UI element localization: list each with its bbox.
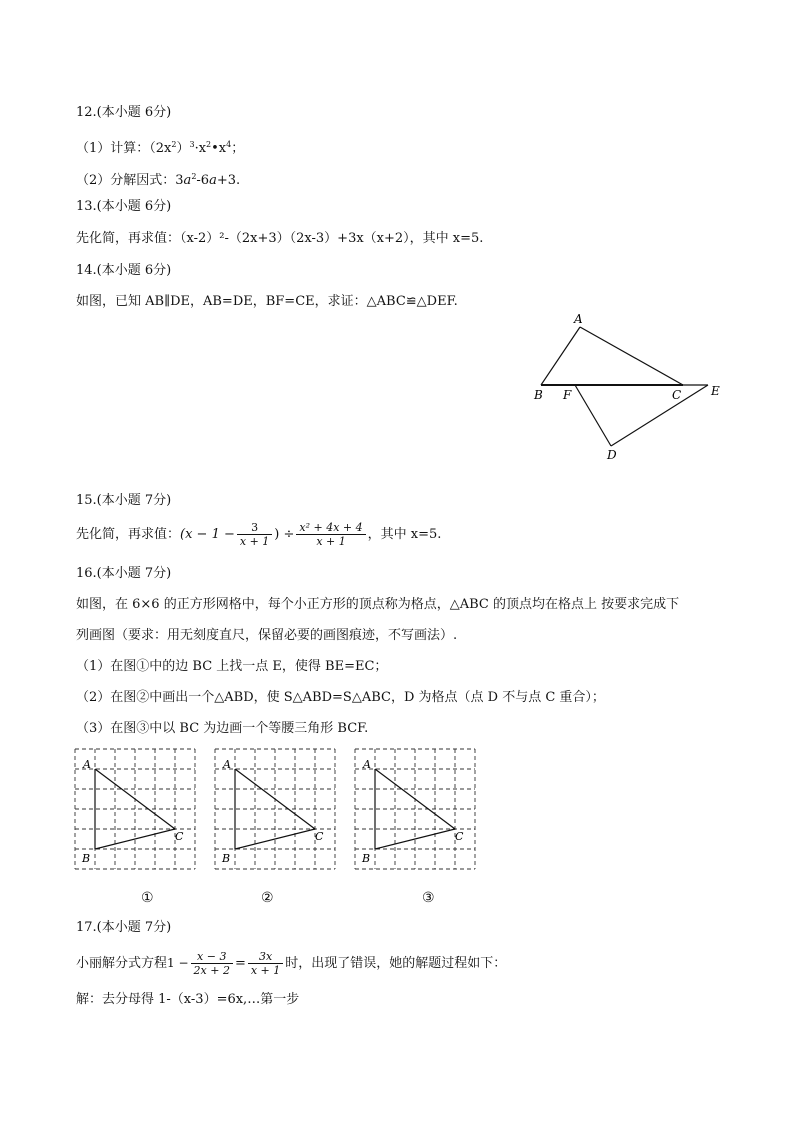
q16-intro-2: 列画图（要求：用无刻度直尺，保留必要的画图痕迹，不写画法）. — [76, 628, 458, 643]
q16-header: 16.(本小题 7分) — [76, 566, 172, 581]
q13-header: 13.(本小题 6分) — [76, 199, 172, 214]
grid-2-label-C: C — [315, 830, 324, 843]
q12-part1: （1）计算：$(2x^2)^3\cdot x^2•x^4$； — [76, 140, 245, 156]
label-C: C — [672, 388, 682, 402]
label-D: D — [607, 448, 617, 462]
q17-text: 小丽解分式方程1 − $\frac{x - 3}{2x + 2}$ = $\frac{3x}{x + 1}$ 时，出现了错误，她的解题过程如下： — [76, 950, 507, 977]
q16-item-2: （2）在图②中画出一个△ABD，使 S△ABD=S△ABC，D 为格点（点 D 不与点 C 重合）； — [76, 690, 605, 705]
q17-solution: 解：去分母得 1-（x-3）=6x,…第一步 — [76, 992, 300, 1007]
label-F: F — [563, 388, 572, 402]
q14-header: 14.(本小题 6分) — [76, 263, 172, 278]
grid-3-label-B: B — [362, 852, 371, 865]
q16-grid-3 — [354, 748, 476, 870]
q16-caption-1: ① — [141, 890, 154, 906]
grid-3-label-A: A — [363, 758, 371, 771]
q14-text: 如图，已知 AB∥DE，AB=DE，BF=CE，求证：△ABC≌△DEF. — [76, 294, 458, 309]
grid-2-label-B: B — [222, 852, 231, 865]
grid-1-label-A: A — [83, 758, 91, 771]
q16-caption-2: ② — [261, 890, 274, 906]
grid-1-label-C: C — [175, 830, 184, 843]
q12-part2: （2）分解因式：$3a^2-6a+3$. — [76, 172, 241, 188]
q15-text: 先化简，再求值：(x − 1 − $\frac{3}{x + 1}$ ) ÷ $\frac{\text{x² + 4x + 4}}{x + 1}$ ，其中 x=5. — [76, 521, 442, 548]
q16-item-3: （3）在图③中以 BC 为边画一个等腰三角形 BCF. — [76, 721, 369, 736]
grid-3-label-C: C — [455, 830, 464, 843]
q17-header: 17.(本小题 7分) — [76, 920, 172, 935]
label-E: E — [711, 384, 720, 398]
q13-text: 先化简，再求值：（x-2）²-（2x+3）（2x-3）+3x（x+2），其中 x=5. — [76, 231, 484, 246]
q15-header: 15.(本小题 7分) — [76, 493, 172, 508]
q12-header: 12.(本小题 6分) — [76, 105, 172, 120]
label-B: B — [534, 388, 543, 402]
grid-2-label-A: A — [223, 758, 231, 771]
q14-figure — [528, 310, 728, 465]
q16-intro-1: 如图，在 6×6 的正方形网格中，每个小正方形的顶点称为格点，△ABC 的顶点均在格点上 按要求完成下 — [76, 597, 680, 612]
q16-grid-1 — [74, 748, 196, 870]
q16-item-1: （1）在图①中的边 BC 上找一点 E，使得 BE=EC； — [76, 659, 388, 674]
label-A: A — [574, 312, 583, 326]
grid-1-label-B: B — [82, 852, 91, 865]
q16-grid-2 — [214, 748, 336, 870]
q16-caption-3: ③ — [422, 890, 435, 906]
